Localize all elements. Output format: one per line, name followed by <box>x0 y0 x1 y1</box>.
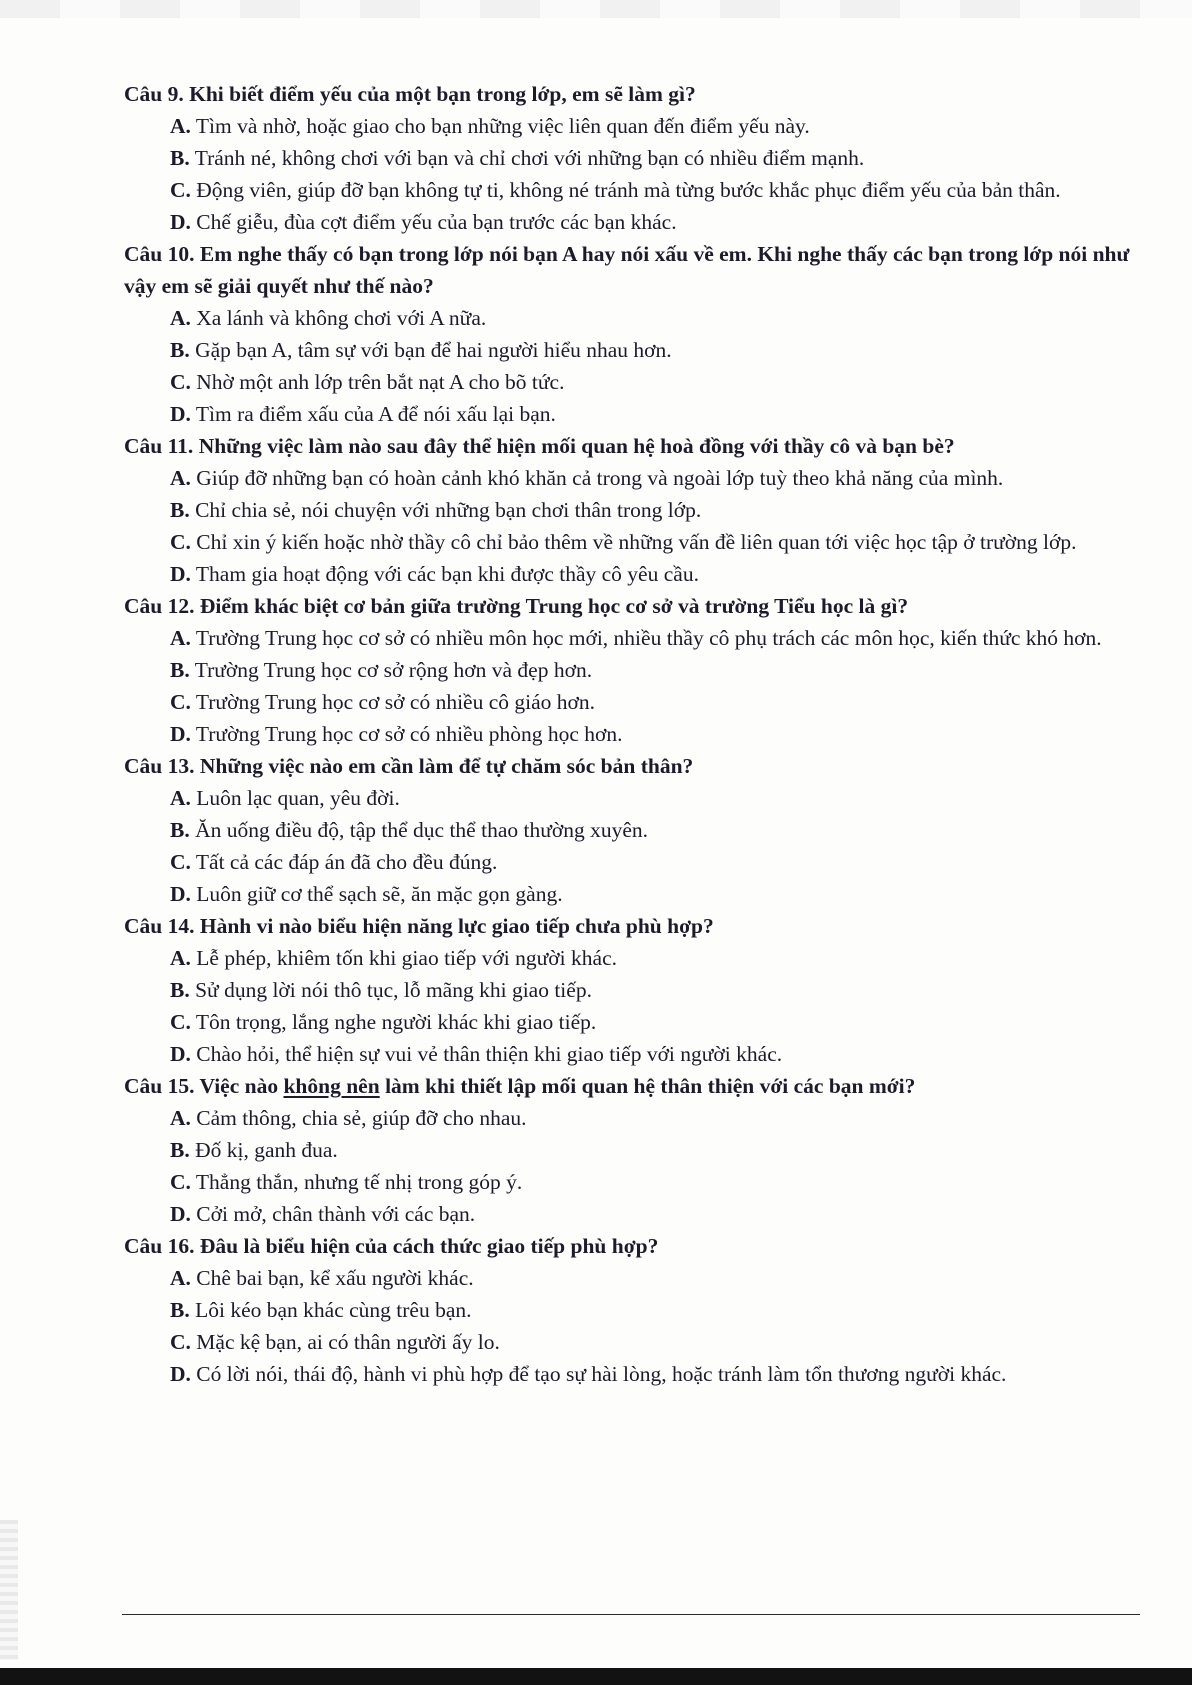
question-15: Câu 15. Việc nào không nên làm khi thiết lập mối quan hệ thân thiện với các bạn mới? <box>124 1074 916 1098</box>
option-c: C. Thẳng thắn, nhưng tế nhị trong góp ý. <box>170 1170 523 1194</box>
option-a: A. Cảm thông, chia sẻ, giúp đỡ cho nhau. <box>170 1106 527 1130</box>
option-a: A. Trường Trung học cơ sở có nhiều môn học mới, nhiều thầy cô phụ trách các môn học, kiến thức khó hơn. <box>170 626 1102 650</box>
option-b: B. Lôi kéo bạn khác cùng trêu bạn. <box>170 1298 472 1322</box>
option-d: D. Cởi mở, chân thành với các bạn. <box>170 1202 476 1226</box>
option-d: D. Chào hỏi, thể hiện sự vui vẻ thân thiện khi giao tiếp với người khác. <box>170 1042 783 1066</box>
scan-top-edge <box>0 0 1192 18</box>
question-text: Hành vi nào biểu hiện năng lực giao tiếp chưa phù hợp? <box>194 914 714 938</box>
question-number: Câu 11. <box>124 434 194 458</box>
question-number: Câu 12. <box>124 594 195 618</box>
question-list <box>124 78 1139 1390</box>
question-text: Đâu là biểu hiện của cách thức giao tiếp phù hợp? <box>194 1234 659 1258</box>
option-c: C. Chỉ xin ý kiến hoặc nhờ thầy cô chỉ bảo thêm về những vấn đề liên quan tới việc học tập ở trường lớp. <box>170 530 1077 554</box>
question-number: Câu 14. <box>124 914 195 938</box>
option-d: D. Chế giễu, đùa cợt điểm yếu của bạn trước các bạn khác. <box>170 210 677 234</box>
option-d: D. Luôn giữ cơ thể sạch sẽ, ăn mặc gọn gàng. <box>170 882 563 906</box>
footer-divider <box>122 1614 1140 1615</box>
question-text: Những việc nào em cần làm để tự chăm sóc bản thân? <box>194 754 694 778</box>
question-14 <box>124 910 1139 942</box>
option-c: C. Động viên, giúp đỡ bạn không tự ti, không né tránh mà từng bước khắc phục điểm yếu của bản thân. <box>170 178 1061 202</box>
question-text: Những việc làm nào sau đây thể hiện mối quan hệ hoà đồng với thầy cô và bạn bè? <box>193 434 955 458</box>
option-c: C. Trường Trung học cơ sở có nhiều cô giáo hơn. <box>170 690 596 714</box>
option-c: C. Mặc kệ bạn, ai có thân người ấy lo. <box>170 1330 500 1354</box>
option-b: B. Ăn uống điều độ, tập thể dục thể thao thường xuyên. <box>170 818 649 842</box>
option-c: C. Tôn trọng, lắng nghe người khác khi giao tiếp. <box>170 1010 597 1034</box>
question-text: Em nghe thấy có bạn trong lớp nói bạn A hay nói xấu về em. Khi nghe thấy các bạn trong lớp nói như vậy em sẽ giải quyết như thế nào? <box>124 242 1130 298</box>
question-text: Điểm khác biệt cơ bản giữa trường Trung học cơ sở và trường Tiểu học là gì? <box>194 594 909 618</box>
scan-bottom-edge <box>0 1668 1192 1685</box>
question-10 <box>124 238 1139 302</box>
underlined-emphasis: không nên <box>283 1074 380 1098</box>
question-number: Câu 13. <box>124 754 195 778</box>
question-number: Câu 9. <box>124 82 184 106</box>
option-b: B. Chỉ chia sẻ, nói chuyện với những bạn chơi thân trong lớp. <box>170 498 702 522</box>
option-b: B. Gặp bạn A, tâm sự với bạn để hai người hiểu nhau hơn. <box>170 338 672 362</box>
option-a: A. Luôn lạc quan, yêu đời. <box>170 786 400 810</box>
option-a: A. Lễ phép, khiêm tốn khi giao tiếp với người khác. <box>170 946 617 970</box>
question-text: Khi biết điểm yếu của một bạn trong lớp, em sẽ làm gì? <box>183 82 696 106</box>
question-11 <box>124 430 1139 462</box>
question-16 <box>124 1230 1139 1262</box>
question-9 <box>124 78 1139 110</box>
option-a: A. Tìm và nhờ, hoặc giao cho bạn những việc liên quan đến điểm yếu này. <box>170 114 810 138</box>
scan-left-edge-marks <box>0 1520 18 1660</box>
option-a: A. Xa lánh và không chơi với A nữa. <box>170 306 487 330</box>
option-c: C. Tất cả các đáp án đã cho đều đúng. <box>170 850 498 874</box>
option-c: C. Nhờ một anh lớp trên bắt nạt A cho bõ tức. <box>170 370 565 394</box>
question-13 <box>124 750 1139 782</box>
option-d: D. Trường Trung học cơ sở có nhiều phòng học hơn. <box>170 722 623 746</box>
question-number: Câu 15. <box>124 1074 195 1098</box>
option-d: D. Tìm ra điểm xấu của A để nói xấu lại bạn. <box>170 402 556 426</box>
option-a: A. Giúp đỡ những bạn có hoàn cảnh khó khăn cả trong và ngoài lớp tuỳ theo khả năng của mình. <box>170 466 1004 490</box>
option-d: D. Có lời nói, thái độ, hành vi phù hợp để tạo sự hài lòng, hoặc tránh làm tổn thương người khác. <box>170 1362 1007 1386</box>
question-number: Câu 16. <box>124 1234 195 1258</box>
option-b: B. Sử dụng lời nói thô tục, lỗ mãng khi giao tiếp. <box>170 978 592 1002</box>
option-b: B. Tránh né, không chơi với bạn và chỉ chơi với những bạn có nhiều điểm mạnh. <box>170 146 865 170</box>
option-a: A. Chê bai bạn, kể xấu người khác. <box>170 1266 474 1290</box>
option-b: B. Đố kị, ganh đua. <box>170 1138 338 1162</box>
question-number: Câu 10. <box>124 242 195 266</box>
option-b: B. Trường Trung học cơ sở rộng hơn và đẹp hơn. <box>170 658 593 682</box>
option-d: D. Tham gia hoạt động với các bạn khi được thầy cô yêu cầu. <box>170 562 699 586</box>
question-12 <box>124 590 1139 622</box>
